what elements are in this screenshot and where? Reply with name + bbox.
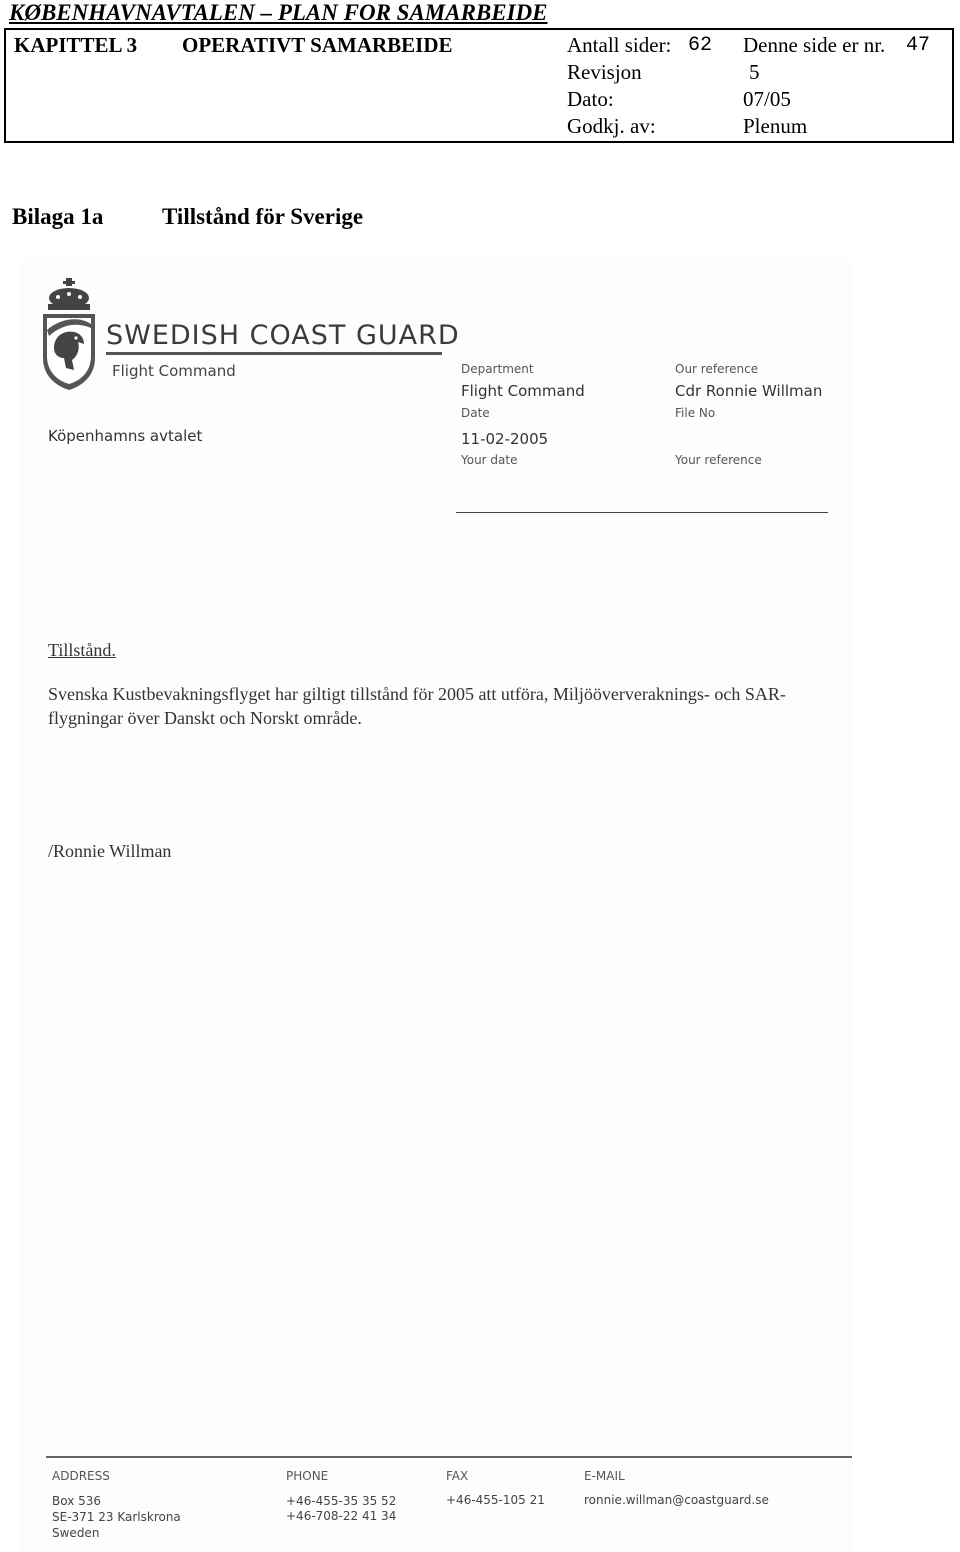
letter-subject: Tillstånd. [48,640,116,660]
document-title: KØBENHAVNAVTALEN – PLAN FOR SAMARBEIDE [9,0,548,25]
revision-label: Revisjon [567,60,642,84]
revision-value: 5 [749,60,760,84]
department-label: Department [461,362,534,376]
your-reference-label: Your reference [675,453,762,467]
phone-label: PHONE [286,1469,329,1483]
approved-value: Plenum [743,114,808,138]
signature: /Ronnie Willman [48,841,172,861]
our-reference-label: Our reference [675,362,759,376]
address-line-1: Box 536 [52,1494,102,1508]
chapter-title: OPERATIVT SAMARBEIDE [182,33,453,57]
scanned-letter [20,260,852,1552]
phone-1: +46-455-35 35 52 [286,1494,397,1508]
attachment-title: Tillstånd för Sverige [162,204,364,229]
brand-subtitle: Flight Command [112,362,236,380]
separator-line [456,512,828,513]
page-number-value: 47 [906,34,931,57]
chapter-label: KAPITTEL 3 [14,33,138,57]
letter-body: Svenska Kustbevakningsflyget har giltigt tillstånd för 2005 att utföra, Miljööververaknings- och SAR-flygningar över Danskt och Norskt område. [48,684,786,728]
brand-underline [106,352,442,355]
fax-label: FAX [446,1469,469,1483]
your-date-label: Your date [461,453,518,467]
email-value: ronnie.willman@coastguard.se [584,1493,769,1507]
phone-2: +46-708-22 41 34 [286,1509,397,1523]
letter-date-value: 11-02-2005 [461,430,549,448]
approved-label: Godkj. av: [567,114,656,138]
date-label: Dato: [567,87,614,111]
pages-value: 62 [688,34,713,57]
pages-label: Antall sider: [567,33,672,57]
recipient: Köpenhamns avtalet [48,427,203,445]
our-reference-value: Cdr Ronnie Willman [675,382,823,400]
fax-value: +46-455-105 21 [446,1493,545,1507]
address-line-2: SE-371 23 Karlskrona [52,1510,181,1524]
address-label: ADDRESS [52,1469,110,1483]
file-no-label: File No [675,406,716,420]
address-line-3: Sweden [52,1526,100,1540]
attachment-label: Bilaga 1a [12,204,104,229]
coast-guard-seal-icon [40,278,98,393]
letter-date-label: Date [461,406,490,420]
brand-name: SWEDISH COAST GUARD [106,320,460,351]
header-box [4,28,954,143]
date-value: 07/05 [743,87,791,111]
department-value: Flight Command [461,382,585,400]
page-number-label: Denne side er nr. [743,33,886,57]
footer-rule [46,1456,852,1458]
email-label: E-MAIL [584,1469,625,1483]
